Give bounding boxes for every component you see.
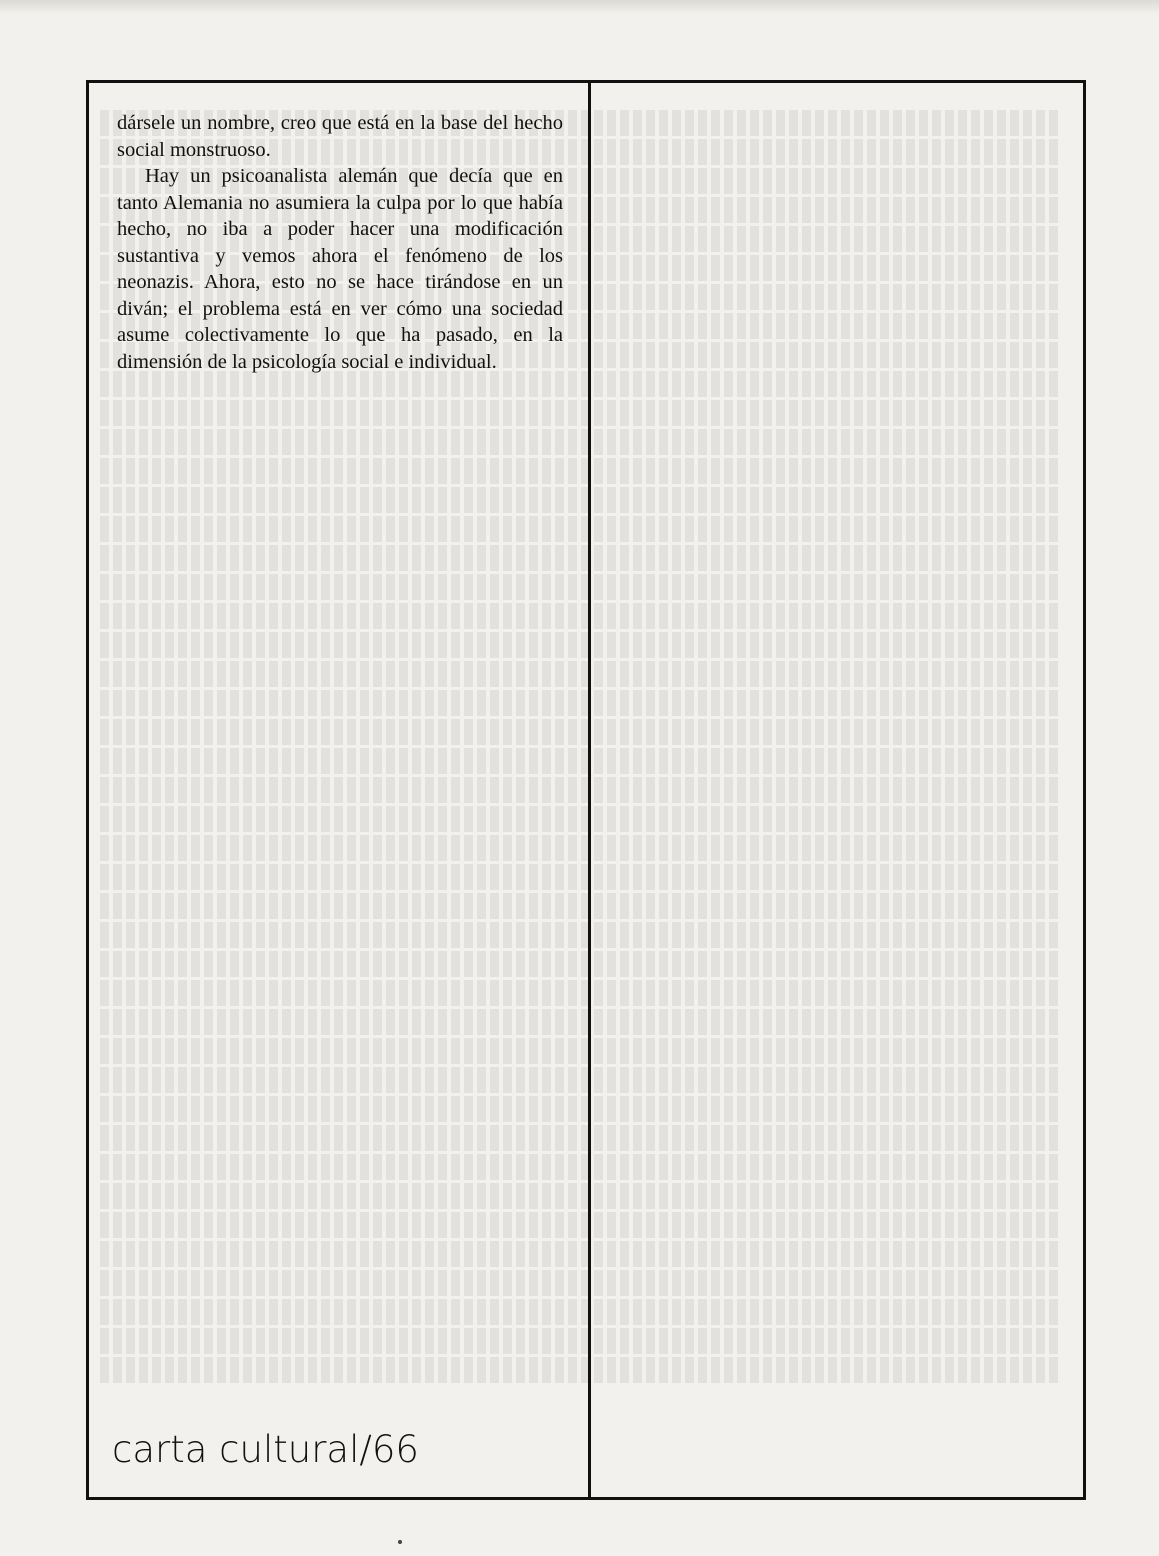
column-divider xyxy=(588,80,591,1500)
page-footer-label: carta cultural/66 xyxy=(112,1428,419,1471)
paragraph: dársele un nombre, creo que está en la base del hecho social monstruoso. xyxy=(117,112,563,161)
article-text xyxy=(117,110,563,375)
print-mark xyxy=(398,1540,402,1544)
page-top-edge xyxy=(0,0,1159,14)
paragraph: Hay un psicoanalista alemán que decía que en tanto Alemania no asumiera la culpa por lo que había hecho, no iba a poder hacer una modificación sustantiva y vemos ahora el fenómeno de los neonazis. Ahora, esto no se hace tirándose en un diván; el problema está en ver cómo una sociedad asume colectivamente lo que ha pasado, en la dimensión de la psicología social e individual. xyxy=(117,165,563,373)
